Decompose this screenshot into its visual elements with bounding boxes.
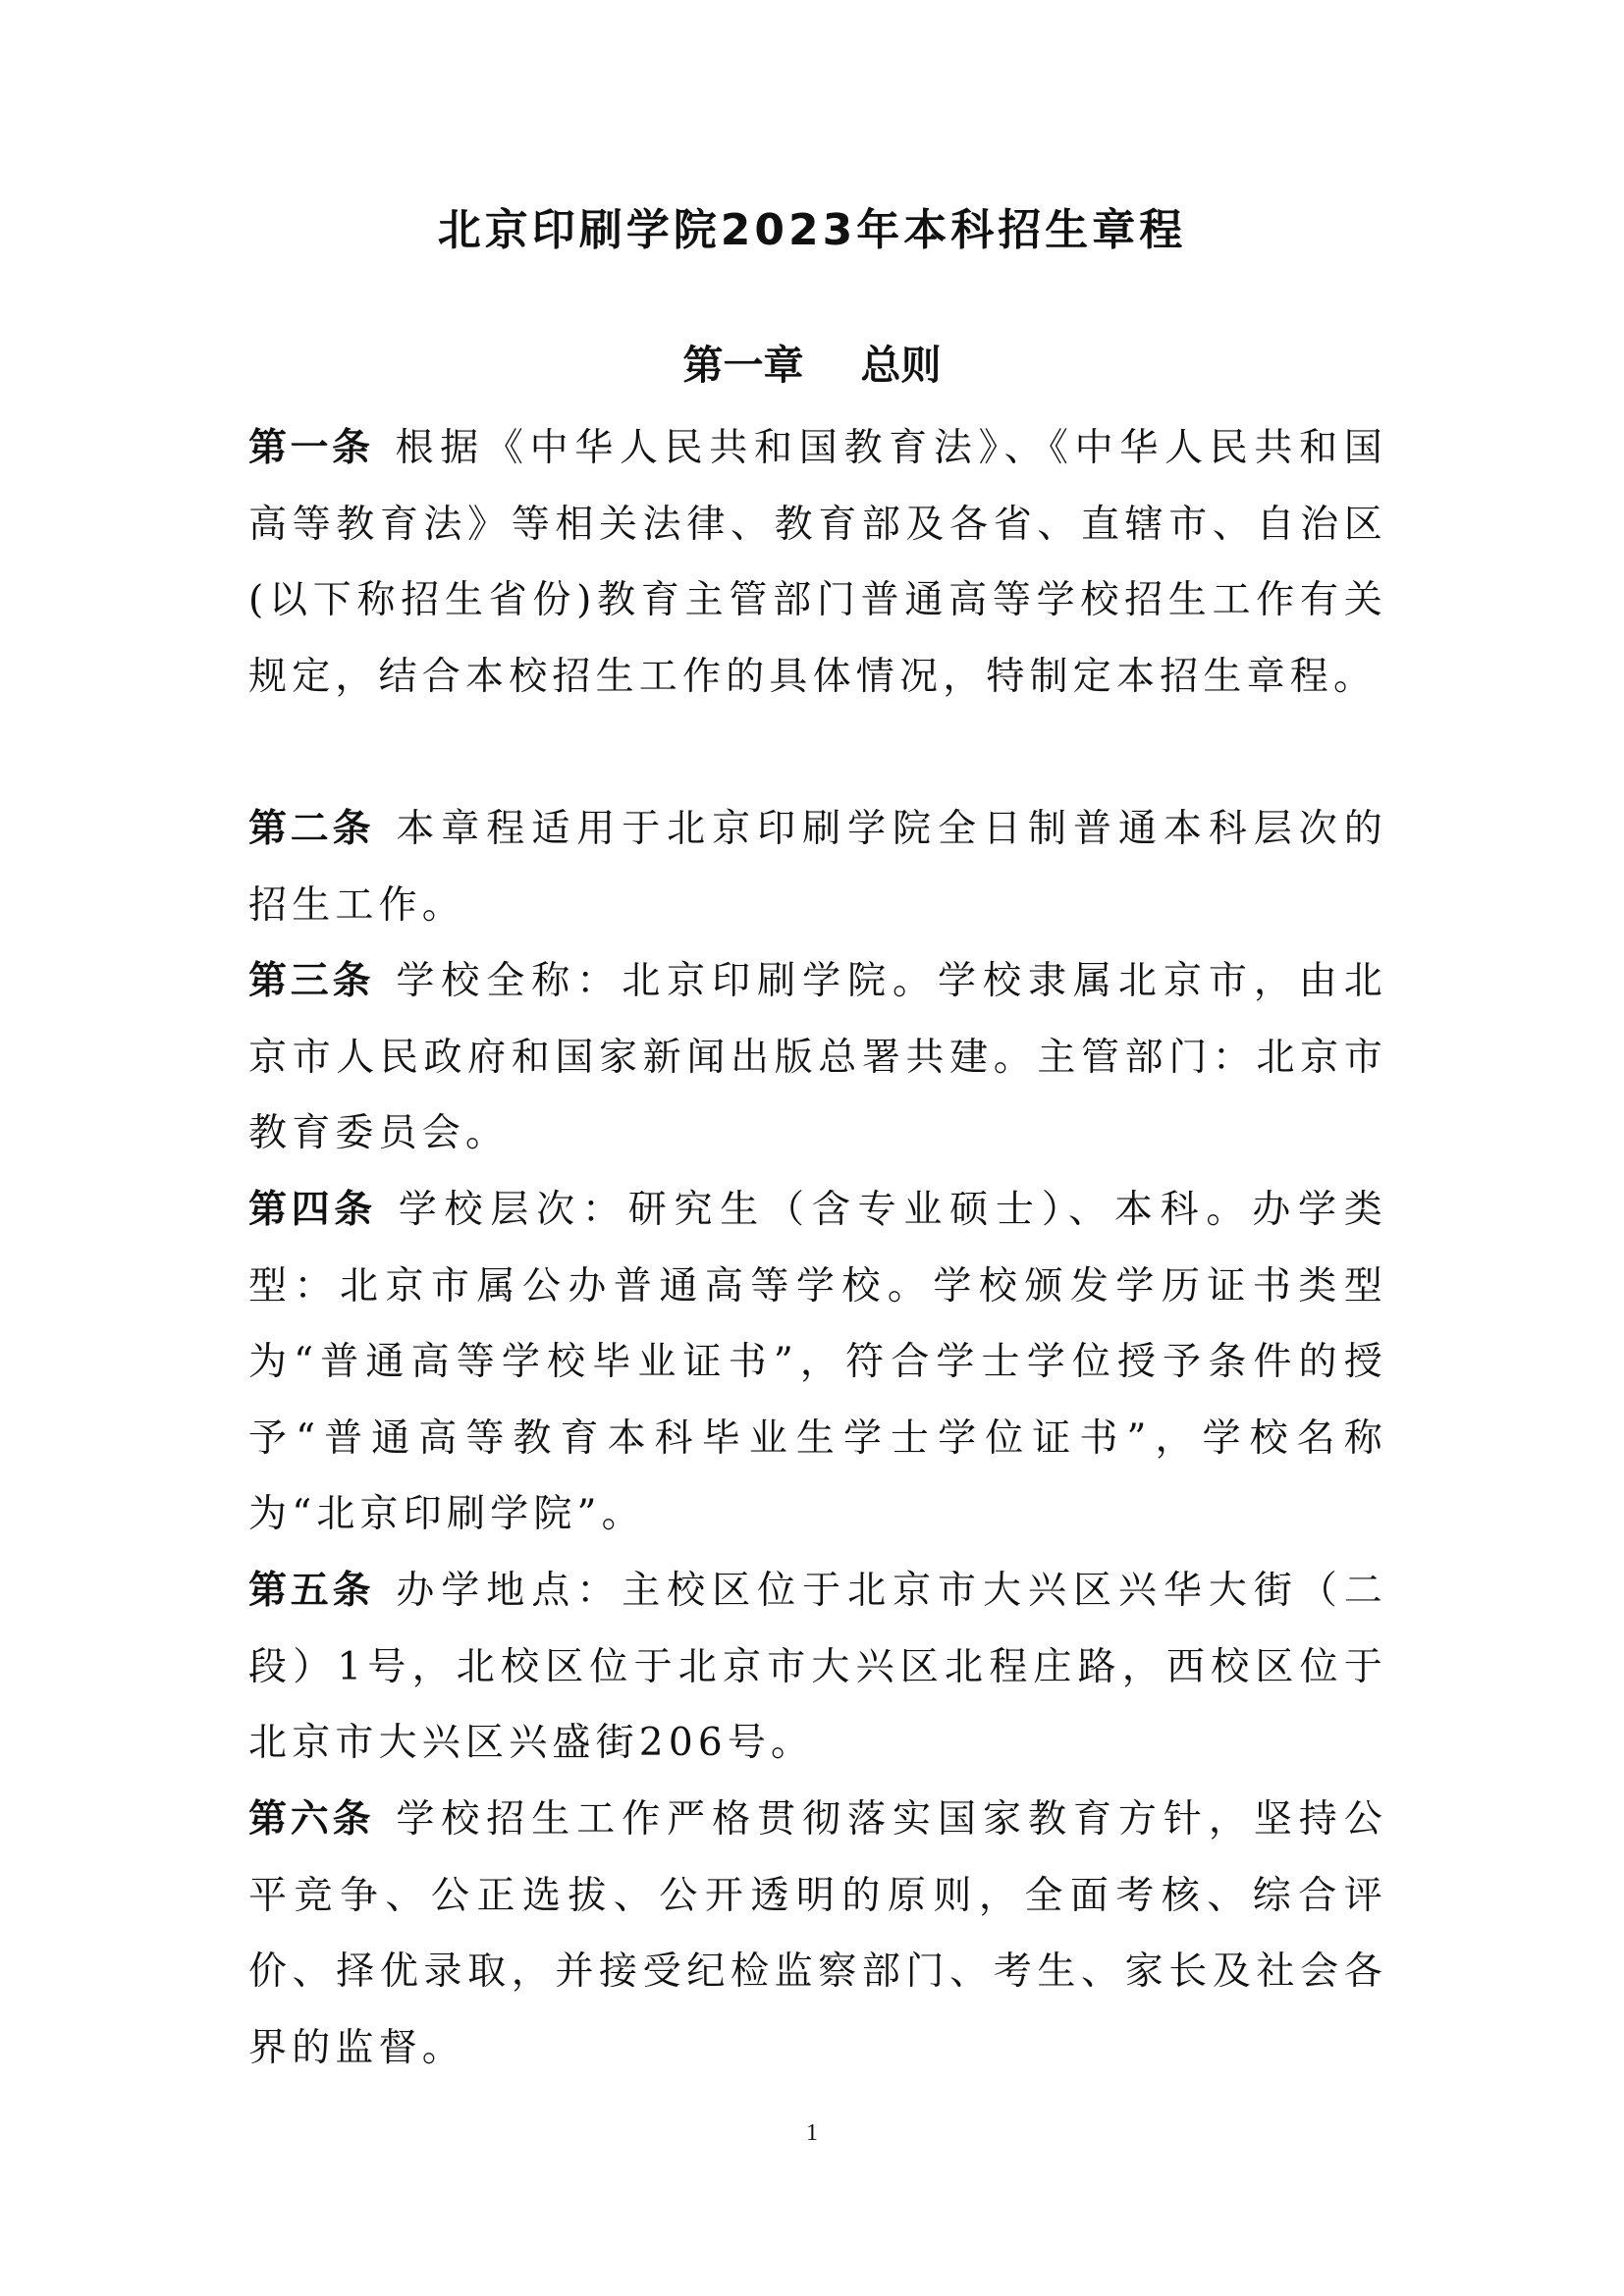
article-text: 学校层次：研究生（含专业硕士）、本科。办学类型：北京市属公办普通高等学校。学校颁发学历证书类型为“普通高等学校毕业证书”，符合学士学位授予条件的授予“普通高等教育本科毕业生学士学位证书”，学校名称为“北京印刷学院”。 (248, 1188, 1387, 1536)
article-text: 学校招生工作严格贯彻落实国家教育方针，坚持公平竞争、公正选拔、公开透明的原则，全面考核、综合评价、择优录取，并接受纪检监察部门、考生、家长及社会各界的监督。 (248, 1797, 1387, 2070)
page-number: 1 (806, 2120, 818, 2146)
article-text: 根据《中华人民共和国教育法》、《中华人民共和国高等教育法》等相关法律、教育部及各省、直辖市、自治区(以下称招生省份)教育主管部门普通高等学校招生工作有关规定，结合本校招生工作的具体情况，特制定本招生章程。 (248, 426, 1387, 699)
chapter-name: 总则 (860, 342, 942, 389)
article-5 (248, 1553, 1387, 1782)
article-label: 第三条 (248, 959, 375, 1003)
document-title: 北京印刷学院2023年本科招生章程 (437, 205, 1187, 255)
article-3 (248, 943, 1387, 1172)
article-text: 本章程适用于北京印刷学院全日制普通本科层次的招生工作。 (248, 807, 1387, 928)
article-6 (248, 1782, 1387, 2086)
chapter-heading (0, 336, 1624, 395)
chapter-number: 第一章 (682, 342, 804, 389)
article-text: 学校全称：北京印刷学院。学校隶属北京市，由北京市人民政府和国家新闻出版总署共建。主管部门：北京市教育委员会。 (248, 959, 1387, 1155)
article-label: 第五条 (248, 1569, 375, 1613)
article-label: 第二条 (248, 807, 375, 851)
article-text: 办学地点：主校区位于北京市大兴区兴华大街（二段）1号，北校区位于北京市大兴区北程庄路，西校区位于北京市大兴区兴盛街206号。 (248, 1569, 1387, 1765)
article-2 (248, 791, 1387, 943)
article-1 (248, 410, 1387, 715)
article-label: 第四条 (248, 1188, 377, 1232)
article-4 (248, 1172, 1387, 1553)
article-label: 第一条 (248, 426, 374, 470)
article-label: 第六条 (248, 1797, 375, 1842)
